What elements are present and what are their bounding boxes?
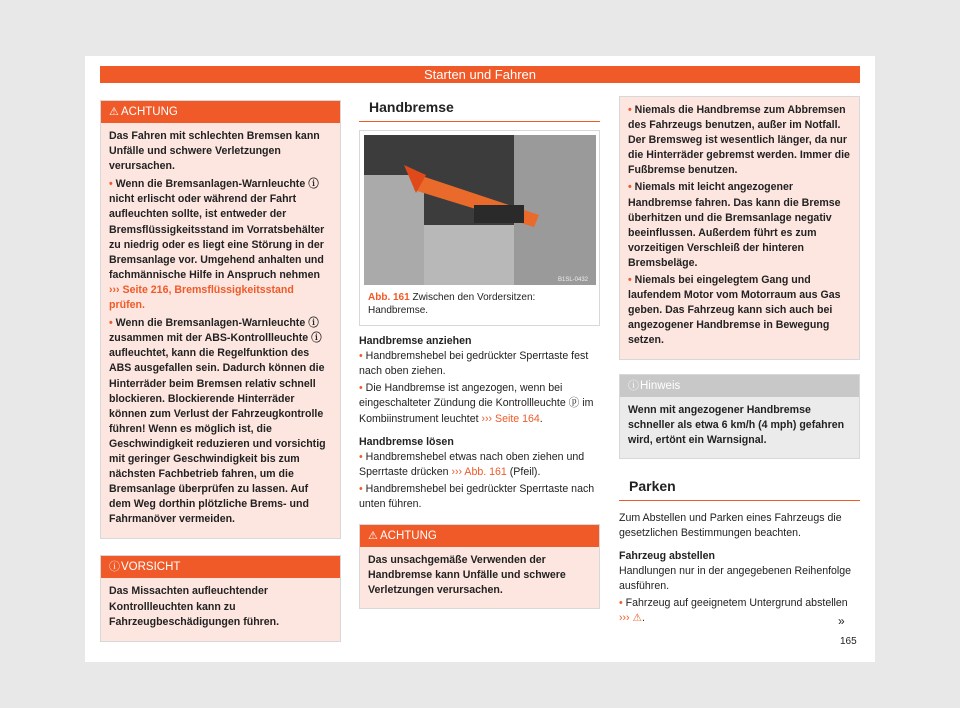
vorsicht-box [100,555,341,641]
handbrake-illustration [364,135,596,285]
chapter-header: Starten und Fahren [100,66,860,83]
achtung-continued-box [619,96,860,360]
figure-caption [364,285,595,321]
caution-icon: ⓘ [109,561,120,574]
figure-code: B1SL-0432 [558,277,589,284]
page-ref-link[interactable]: ››› Seite 216, Bremsflüssigkeitsstand prüfen. [109,283,294,312]
figure-ref-link[interactable]: ››› Abb. 161 [451,465,507,478]
warning-bullet-3: • Niemals bei eingelegtem Gang und laufendem Motor vom Motorraum aus Gas geben. Das Fahrzeug kann sich auch bei angezogener Handbremse in Bewegung setzen. [628,274,841,347]
page-ref-link[interactable]: ››› Seite 164 [481,412,540,425]
achtung-intro: Das Fahren mit schlechten Bremsen kann Unfälle und schwere Verletzungen verursachen. [109,130,320,173]
subheading-anziehen: Handbremse anziehen [359,335,472,348]
warning-icon: ⚠ [109,106,119,118]
achtung-title-bar [101,101,340,123]
abstellen-text: Handlungen nur in der angegebenen Reihenfolge ausführen. [619,565,852,593]
achtung-bullet-2: • Wenn die Bremsanlagen-Warnleuchte ⓘ zusammen mit der ABS-Kontrollleuchte ⓘ aufleuchtet, kann die Regelfunktion des ABS ausgefallen sein. Dadurch können die Hinterräder beim Bremsen relativ schnell blockieren. Blockierende Hinterräder können zum Verlust der Fahrzeugkontrolle führen! Wenn es möglich ist, die Geschwindigkeit reduzieren und vorsichtig mit geringer Geschwindigkeit bis zum nächsten Fachbetrieb fahren, um die Bremsanlage überprüfen zu lassen. Auf dem Weg dorthin plötzliche Brems- und Fahrmanöver vermeiden. [109,317,326,526]
vorsicht-text: Das Missachten aufleuchtender Kontrollleuchten kann zu Fahrzeugbeschädigungen führen. [109,585,280,628]
figure-161 [359,130,600,326]
hinweis-box: ⓘ Hinweis Wenn mit angezogener Handbremse schneller als etwa 6 km/h (4 mph) gefahren wird, ertönt ein Warnsignal. [619,374,860,459]
hinweis-title-bar: ⓘ Hinweis [620,375,859,397]
warning-icon: ⚠ [368,530,378,543]
info-icon: ⓘ [628,379,639,392]
brake-warning-icon: ⓘ [308,317,319,330]
section-heading-parken: Parken [619,475,860,501]
parken-intro: Zum Abstellen und Parken eines Fahrzeugs die gesetzlichen Bestimmungen beachten. [619,511,842,539]
warning-ref-link[interactable]: ››› ⚠ [619,612,643,625]
achtung-title-bar: ⚠ ACHTUNG [360,525,599,547]
step-2: • Die Handbremse ist angezogen, wenn bei eingeschalteter Zündung die Kontrollleuchte ⓟ im Kombiinstrument leuchtet ››› Seite 164. [359,382,594,425]
subheading-abstellen: Fahrzeug abstellen [619,550,715,563]
bullet-icon: • [109,178,113,191]
bullet-icon: • [109,317,113,330]
continued-marker: » [838,614,845,628]
subheading-loesen: Handbremse lösen [359,435,454,448]
warning-bullet-1: • Niemals die Handbremse zum Abbremsen des Fahrzeugs benutzen, außer im Notfall. Der Bremsweg ist wesentlich länger, da nur die Hinterräder gebremst werden. Immer die Fußbremse benutzen. [628,104,850,177]
abs-warning-icon: ⓘ [311,332,322,345]
page-number: 165 [840,636,857,647]
achtung-bullet-1: • Wenn die Bremsanlagen-Warnleuchte ⓘ nicht erlischt oder während der Fahrt aufleuchten sollte, ist entweder der Bremsflüssigkeitsstand im Vorratsbehälter zu niedrig oder es liegt eine Störung in der Bremsanlage vor. Umgehend anhalten und fachmännische Hilfe in Anspruch nehmen ››› Seite 216, Bremsflüssigkeitsstand prüfen. [109,178,325,312]
left-column [100,100,341,642]
right-column [619,96,860,629]
achtung-box [100,100,341,539]
section-heading-handbremse: Handbremse [359,96,600,122]
caption-text: Zwischen den Vordersitzen: Handbremse. [368,292,536,317]
step-3: • Handbremshebel etwas nach oben ziehen und Sperrtaste drücken ››› Abb. 161 (Pfeil). [359,450,585,478]
handbrake-image [364,135,596,285]
caption-number: Abb. 161 [368,292,410,304]
step-4: • Handbremshebel bei gedrückter Sperrtaste nach unten führen. [359,482,595,511]
achtung-box-handbremse: ⚠ ACHTUNG Das unsachgemäße Verwenden der Handbremse kann Unfälle und schwere Verletzungen verursachen. [359,524,600,609]
parking-brake-icon: ⓟ [568,397,580,410]
achtung-title: ACHTUNG [121,106,178,118]
warning-bullet-2: • Niemals mit leicht angezogener Handbremse fahren. Das kann die Bremse überhitzen und die Bremsanlage negativ beeinflussen. Außerdem führt es zum vorzeitigen Verschleiß der hinteren Bremsbeläge. [628,181,841,269]
vorsicht-title-bar [101,556,340,578]
abstellen-bullet: • Fahrzeug auf geeignetem Untergrund abstellen ››› ⚠. [619,597,848,625]
vorsicht-title: VORSICHT [121,561,181,574]
step-1: • Handbremshebel bei gedrückter Sperrtaste fest nach oben ziehen. [359,350,589,378]
middle-column [359,96,600,609]
brake-warning-icon: ⓘ [308,178,319,191]
